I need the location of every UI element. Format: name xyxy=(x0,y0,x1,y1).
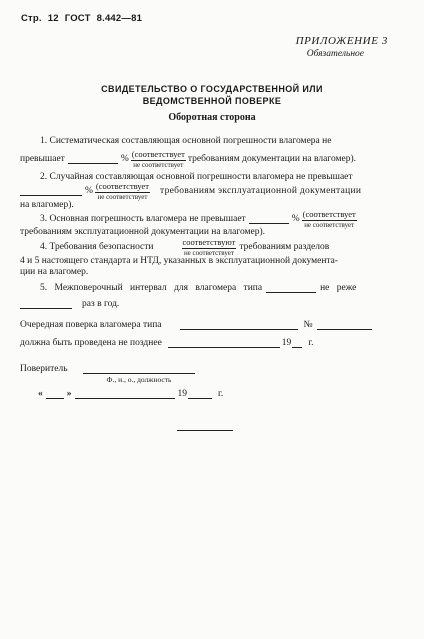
year-suffix: г. xyxy=(308,338,314,348)
item5-type-blank xyxy=(266,284,316,293)
fraction-num: соответствуют xyxy=(182,237,236,247)
open-quote: « xyxy=(38,389,43,399)
appendix-subtitle: Обязательное xyxy=(306,49,364,59)
page-number: 12 xyxy=(47,13,59,24)
next-check-line2 xyxy=(20,338,314,348)
item5-prefix: 5. Межповерочный интервал для влагомера типа xyxy=(40,283,263,293)
document-title-line1: СВИДЕТЕЛЬСТВО О ГОСУДАРСТВЕННОЙ ИЛИ xyxy=(101,84,323,94)
item2-suffix: требованиям эксплуатационной документации xyxy=(160,186,362,197)
item5-suffix: не реже xyxy=(320,283,357,293)
item1-line1: 1. Систематическая составляющая основной погрешности влагомера не xyxy=(40,136,332,146)
item3-blank xyxy=(249,215,289,224)
item3-prefix: 3. Основная погрешность влагомера не превышает xyxy=(40,214,246,225)
item4-suffix: требованиям разделов xyxy=(239,242,330,253)
type-blank xyxy=(180,321,298,330)
year-prefix: 19 xyxy=(281,338,292,348)
standard-code: 8.442—81 xyxy=(96,13,143,24)
percent-sign: % xyxy=(120,154,129,165)
fraction-den: не соответствует xyxy=(97,192,148,201)
item5-line1 xyxy=(40,283,356,293)
deadline-label: должна быть проведена не позднее xyxy=(20,338,162,348)
section-heading: Оборотная сторона xyxy=(168,112,256,123)
item2-line3: на влагомер). xyxy=(20,200,74,210)
item2-fraction xyxy=(95,182,150,201)
year-prefix: 19 xyxy=(177,389,187,399)
item3-line2: требованиям эксплуатационной документации на влагомер). xyxy=(20,227,266,237)
next-check-label: Очередная поверка влагомера типа xyxy=(20,320,162,330)
year-blank xyxy=(292,339,302,348)
item1-line2 xyxy=(20,150,356,169)
item4-line3: ции на влагомер. xyxy=(20,267,89,277)
fraction-num: (соответствует xyxy=(95,181,150,191)
item4-line2: 4 и 5 настоящего стандарта и НТД, указанных в эксплуатационной документа- xyxy=(20,256,339,266)
fraction-num: (соответствует xyxy=(131,149,185,159)
item3-line1 xyxy=(40,210,359,229)
verifier-signature-line xyxy=(83,373,195,374)
standard-label: ГОСТ xyxy=(64,13,91,24)
item2-blank xyxy=(20,187,82,196)
verifier-label: Поверитель xyxy=(20,364,68,374)
page-header xyxy=(21,13,148,24)
fraction-den: не соответствует xyxy=(183,248,234,257)
close-quote: » xyxy=(66,389,72,399)
item2-line2 xyxy=(20,182,361,201)
year-suffix: г. xyxy=(218,389,224,399)
item1-blank xyxy=(68,155,118,164)
item3-fraction xyxy=(302,210,357,229)
document-title-line2: ВЕДОМСТВЕННОЙ ПОВЕРКЕ xyxy=(142,96,282,106)
item1-prefix: превышает xyxy=(20,154,65,165)
item2-line1: 2. Случайная составляющая основной погрешности влагомера не превышает xyxy=(40,172,353,182)
fraction-num: (соответствует xyxy=(302,209,356,219)
number-blank xyxy=(317,321,372,330)
closing-rule xyxy=(177,430,233,431)
item1-suffix: требованиям документации на влагомер). xyxy=(187,154,357,165)
item4-fraction xyxy=(182,238,237,257)
percent-sign: % xyxy=(85,186,93,197)
verifier-caption: Ф., и., о., должность xyxy=(106,375,172,384)
date-line xyxy=(38,389,223,399)
item1-fraction xyxy=(131,150,186,169)
item4-prefix: 4. Требования безопасности xyxy=(40,242,154,253)
day-blank xyxy=(46,390,64,399)
item5-line2 xyxy=(20,299,119,309)
deadline-blank xyxy=(168,339,280,348)
next-check-line1 xyxy=(20,320,372,330)
item4-line1 xyxy=(40,238,329,257)
appendix-title: ПРИЛОЖЕНИЕ 3 xyxy=(295,35,388,47)
fraction-den: не соответствует xyxy=(304,220,355,229)
year-blank xyxy=(188,390,212,399)
page-label: Стр. xyxy=(21,13,42,24)
item5-end: раз в год. xyxy=(82,299,120,309)
fraction-den: не соответствует xyxy=(133,160,184,169)
item5-count-blank xyxy=(20,300,72,309)
month-blank xyxy=(75,390,175,399)
number-sign: № xyxy=(303,320,313,330)
percent-sign: % xyxy=(291,214,300,225)
